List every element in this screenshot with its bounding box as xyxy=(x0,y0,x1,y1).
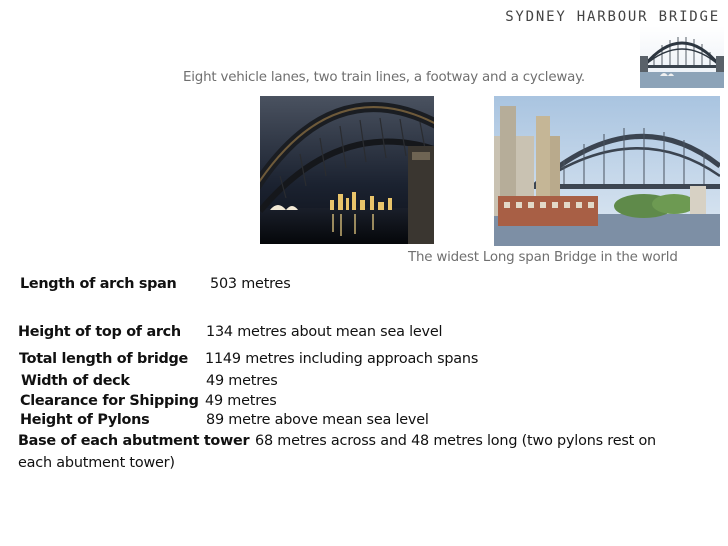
spec-label-total-length: Total length of bridge xyxy=(19,351,188,367)
spec-label-arch-span: Length of arch span xyxy=(20,276,177,292)
spec-label-arch-height: Height of top of arch xyxy=(18,324,181,340)
spec-value-arch-span: 503 metres xyxy=(210,276,291,292)
spec-label-pylon-height: Height of Pylons xyxy=(20,412,150,428)
spec-label-deck-width: Width of deck xyxy=(21,373,130,389)
spec-label-shipping-clearance: Clearance for Shipping xyxy=(20,393,199,409)
widest-bridge-caption: The widest Long span Bridge in the world xyxy=(408,250,678,265)
slide-title: SYDNEY HARBOUR BRIDGE xyxy=(505,9,720,25)
spec-value-shipping-clearance: 49 metres xyxy=(205,393,277,409)
spec-value-arch-height: 134 metres about mean sea level xyxy=(206,324,443,340)
features-caption: Eight vehicle lanes, two train lines, a footway and a cycleway. xyxy=(183,70,585,85)
spec-value-abutment-base: 68 metres across and 48 metres long (two pylons rest on xyxy=(255,433,656,449)
spec-value-abutment-base-cont: each abutment tower) xyxy=(18,455,175,471)
bridge-day-photo xyxy=(494,96,720,246)
bridge-thumbnail-photo xyxy=(640,26,724,88)
spec-value-pylon-height: 89 metre above mean sea level xyxy=(206,412,429,428)
spec-value-deck-width: 49 metres xyxy=(206,373,278,389)
spec-label-abutment-base: Base of each abutment tower xyxy=(18,433,250,449)
bridge-night-photo xyxy=(260,96,434,244)
spec-value-total-length: 1149 metres including approach spans xyxy=(205,351,479,367)
